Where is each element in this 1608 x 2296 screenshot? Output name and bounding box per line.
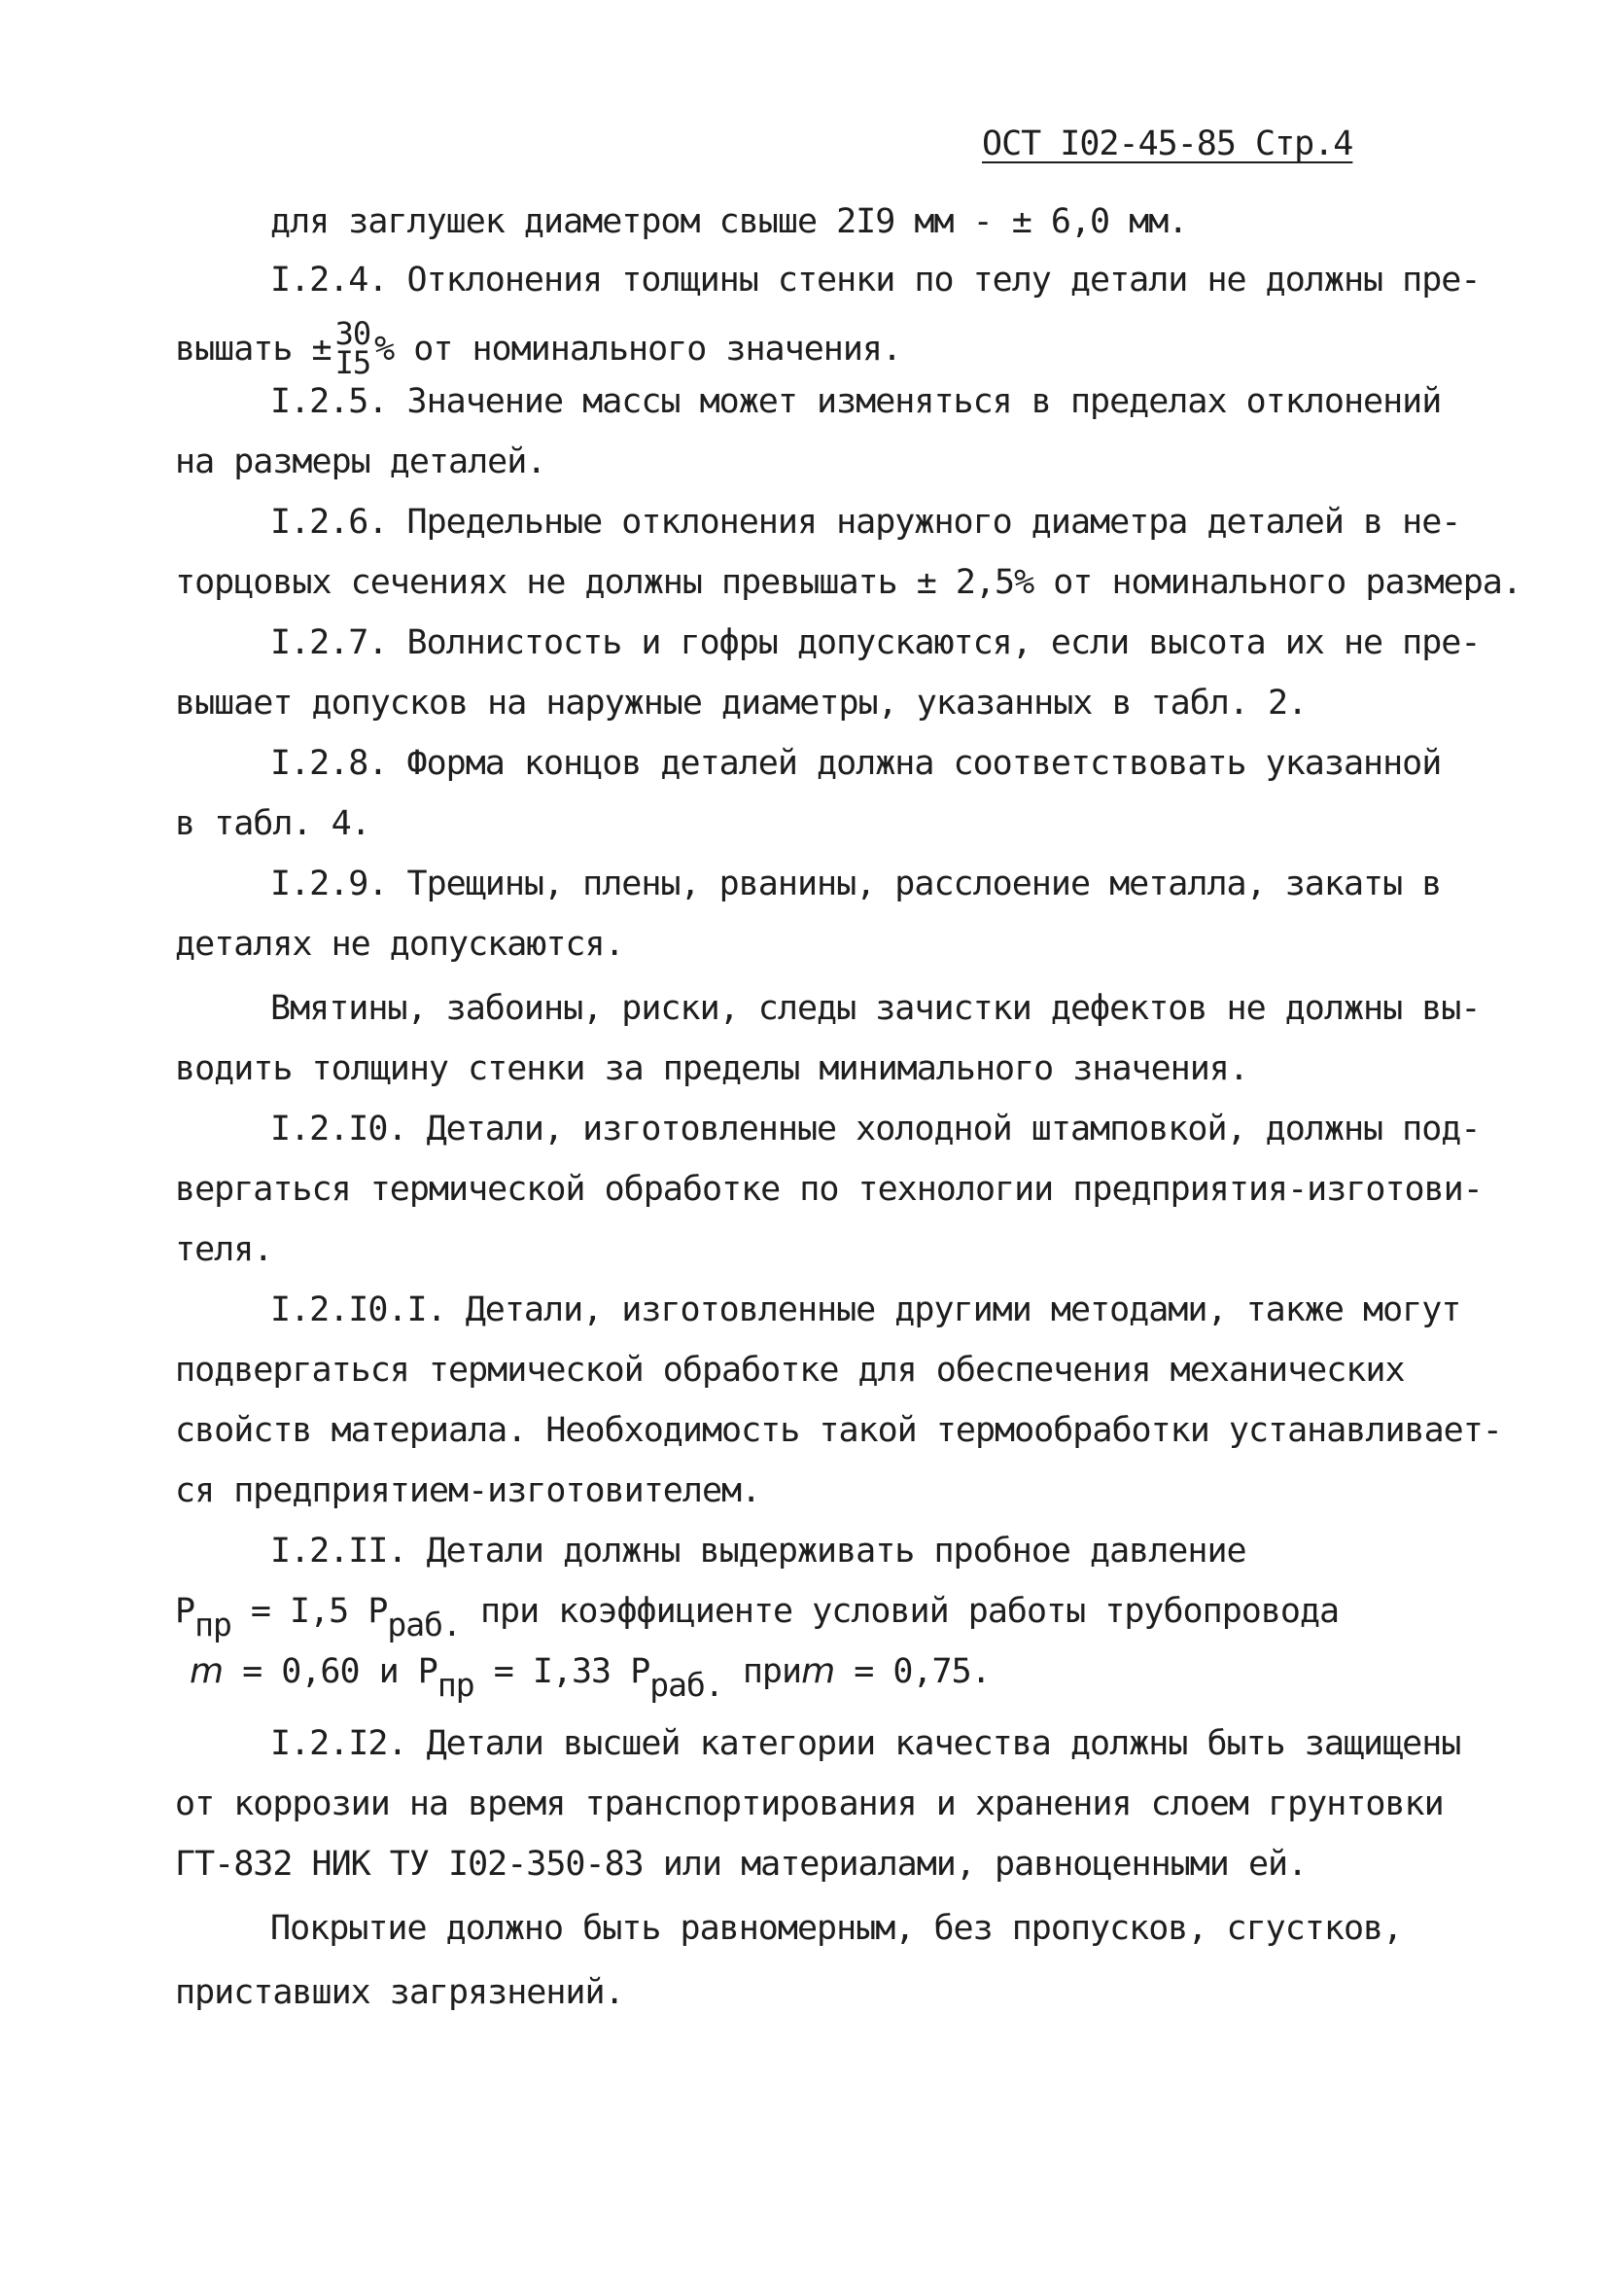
text-line: I.2.9. Трещины, плены, рванины, расслоение металла, закаты в (270, 865, 1442, 903)
text-line: приставших загрязнений. (175, 1973, 624, 2012)
text-line: подвергаться термической обработке для обеспечения механических (175, 1351, 1405, 1390)
text-line: I.2.4. Отклонения толщины стенки по телу детали не должны пре- (270, 261, 1481, 300)
text-fragment: вышать ± (175, 330, 332, 369)
text-line: I.2.8. Форма концов деталей должна соответствовать указанной (270, 744, 1442, 783)
formula-line (190, 1651, 991, 1704)
text-line: I.2.I0.I. Детали, изготовленные другими методами, также могут (270, 1290, 1461, 1329)
text-line: водить толщину стенки за пределы минимального значения. (175, 1049, 1248, 1088)
formula-text: при (722, 1652, 802, 1691)
formula-text: = 0,75. (834, 1652, 991, 1691)
text-line: I.2.I2. Детали высшей категории качества должны быть защищены (270, 1724, 1461, 1763)
text-line: ГТ-832 НИК ТУ I02-350-83 или материалами, равноценными ей. (175, 1845, 1308, 1884)
text-line: вышает допусков на наружные диаметры, указанных в табл. 2. (175, 684, 1308, 723)
text-line: в табл. 4. (175, 804, 370, 843)
formula-subscript: раб. (387, 1606, 461, 1643)
text-fragment: % от номинального значения. (374, 330, 902, 369)
text-line (175, 315, 902, 381)
text-line: деталях не допускаются. (175, 925, 624, 964)
text-line: I.2.I0. Детали, изготовленные холодной штамповкой, должны под- (270, 1110, 1481, 1148)
fraction-numerator: 30 (334, 315, 371, 352)
text-line: торцовых сечениях не должны превышать ± 2,5% от номинального размера. (175, 563, 1521, 602)
text-line: теля. (175, 1230, 273, 1269)
formula-text: = 0,60 и P (223, 1652, 437, 1691)
formula-symbol: m (801, 1651, 835, 1691)
formula-symbol: m (190, 1651, 224, 1691)
text-line: ся предприятием-изготовителем. (175, 1471, 761, 1510)
text-line: Вмятины, забоины, риски, следы зачистки дефектов не должны вы- (270, 989, 1481, 1028)
text-line: Покрытие должно быть равномерным, без пропусков, сгустков, (270, 1909, 1403, 1948)
formula-text: = I,5 P (230, 1592, 388, 1631)
text-line: I.2.II. Детали должны выдерживать пробное давление (270, 1532, 1246, 1571)
fraction-denominator: I5 (334, 344, 371, 381)
formula-subscript: пр (194, 1606, 231, 1643)
text-line: I.2.7. Волнистость и гофры допускаются, если высота их не пре- (270, 623, 1481, 662)
formula-subscript: пр (437, 1666, 474, 1704)
formula-line (175, 1592, 1340, 1643)
text-line: I.2.6. Предельные отклонения наружного диаметра деталей в не- (270, 503, 1461, 542)
text-line: свойств материала. Необходимость такой термообработки устанавливает- (175, 1411, 1502, 1450)
formula-symbol: P (175, 1592, 195, 1631)
text-line: I.2.5. Значение массы может изменяться в пределах отклонений (270, 382, 1442, 421)
formula-subscript: раб. (649, 1666, 723, 1704)
tolerance-fraction (334, 315, 371, 381)
text-line: вергаться термической обработке по технологии предприятия-изготови- (175, 1170, 1483, 1209)
formula-text: при коэффициенте условий работы трубопровода (460, 1592, 1340, 1631)
text-line: для заглушек диаметром свыше 2I9 мм - ± 6,0 мм. (270, 202, 1188, 241)
formula-text: = I,33 P (473, 1652, 650, 1691)
page-header: ОСТ I02-45-85 Стр.4 (982, 124, 1353, 163)
text-line: от коррозии на время транспортирования и хранения слоем грунтовки (175, 1784, 1444, 1823)
text-line: на размеры деталей. (175, 442, 546, 481)
